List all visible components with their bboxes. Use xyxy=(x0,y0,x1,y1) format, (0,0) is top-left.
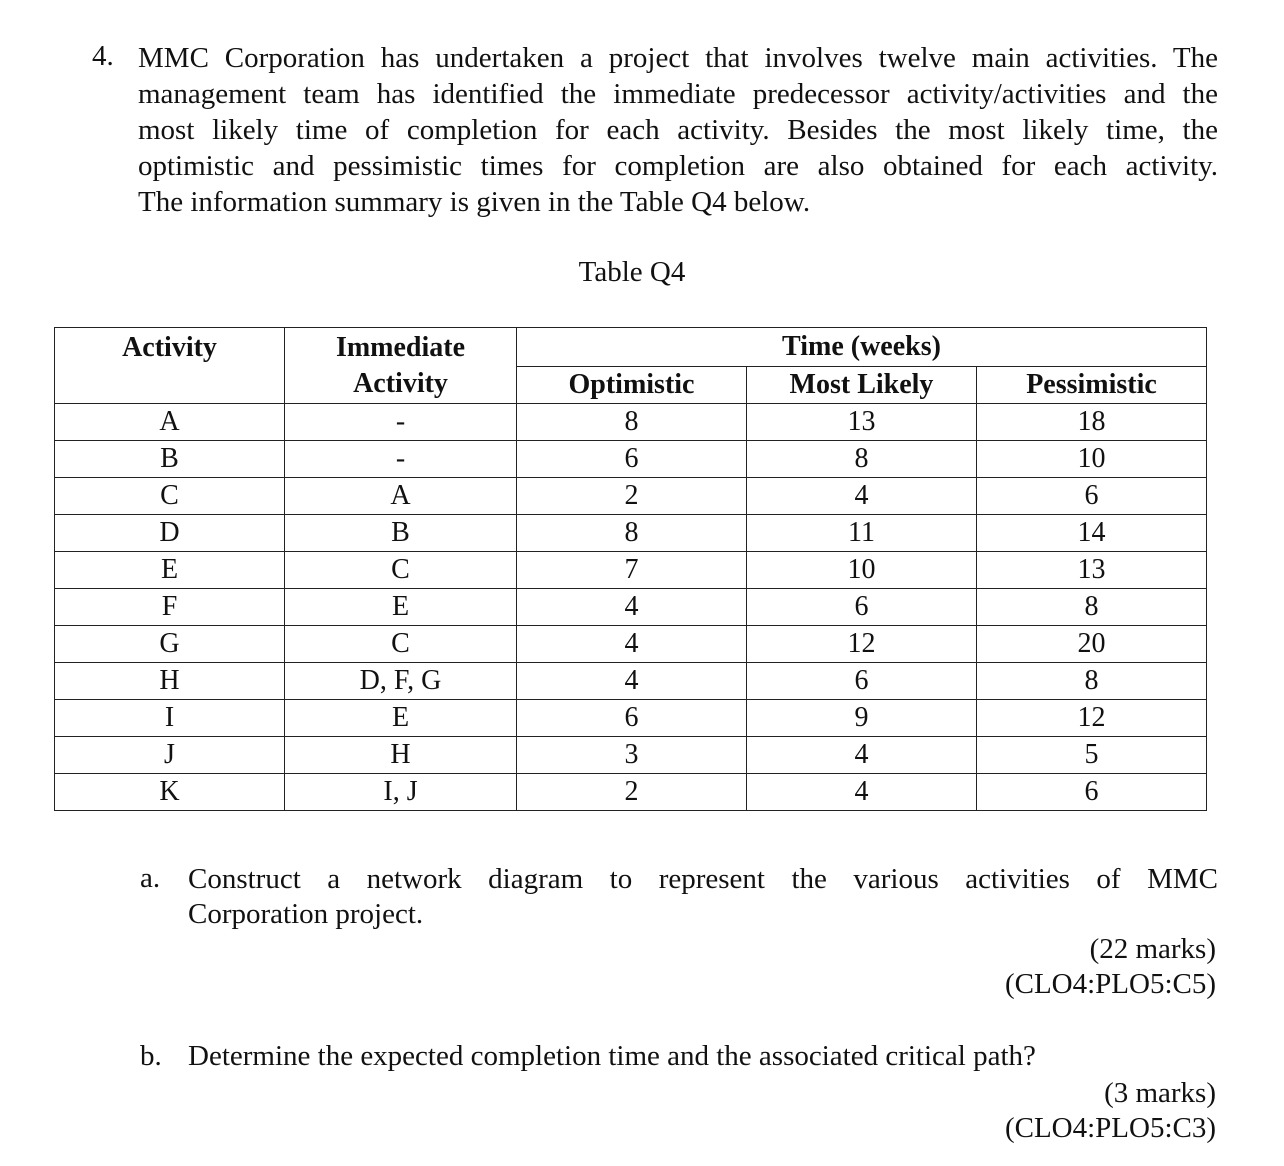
cell-activity: J xyxy=(55,736,285,773)
cell-pessimistic: 5 xyxy=(977,736,1207,773)
part-a-label: a. xyxy=(140,862,161,894)
cell-most-likely: 12 xyxy=(747,625,977,662)
table-row xyxy=(55,588,1207,625)
cell-immediate: H xyxy=(285,736,517,773)
cell-optimistic: 6 xyxy=(517,699,747,736)
part-b-text: Determine the expected completion time and the associated critical path? xyxy=(188,1040,1036,1072)
cell-immediate: - xyxy=(285,403,517,440)
header-most-likely: Most Likely xyxy=(747,366,977,403)
cell-most-likely: 11 xyxy=(747,514,977,551)
cell-pessimistic: 6 xyxy=(977,477,1207,514)
cell-most-likely: 6 xyxy=(747,588,977,625)
question-line: most likely time of completion for each activity. Besides the most likely time, the xyxy=(138,114,1218,146)
cell-pessimistic: 8 xyxy=(977,662,1207,699)
cell-pessimistic: 14 xyxy=(977,514,1207,551)
part-a-line: Corporation project. xyxy=(188,898,424,930)
question-line: The information summary is given in the Table Q4 below. xyxy=(138,186,811,218)
question-text xyxy=(138,40,1218,220)
cell-immediate: C xyxy=(285,551,517,588)
cell-optimistic: 2 xyxy=(517,773,747,810)
header-immediate-line2: Activity xyxy=(285,366,517,403)
cell-optimistic: 3 xyxy=(517,736,747,773)
header-time: Time (weeks) xyxy=(517,328,1207,367)
part-b-marks-value: (3 marks) xyxy=(1104,1077,1216,1109)
cell-immediate: C xyxy=(285,625,517,662)
cell-activity: C xyxy=(55,477,285,514)
table-row xyxy=(55,477,1207,514)
cell-optimistic: 8 xyxy=(517,514,747,551)
cell-immediate: E xyxy=(285,699,517,736)
cell-activity: H xyxy=(55,662,285,699)
cell-activity: F xyxy=(55,588,285,625)
header-activity: Activity xyxy=(55,328,285,367)
cell-pessimistic: 12 xyxy=(977,699,1207,736)
cell-activity: G xyxy=(55,625,285,662)
cell-most-likely: 9 xyxy=(747,699,977,736)
cell-activity: K xyxy=(55,773,285,810)
cell-most-likely: 8 xyxy=(747,440,977,477)
part-a-marks-value: (22 marks) xyxy=(1089,933,1216,965)
cell-immediate: A xyxy=(285,477,517,514)
cell-optimistic: 6 xyxy=(517,440,747,477)
header-optimistic: Optimistic xyxy=(517,366,747,403)
part-a-line: Construct a network diagram to represent the various activities of MMC xyxy=(188,863,1218,895)
table-row xyxy=(55,514,1207,551)
cell-pessimistic: 10 xyxy=(977,440,1207,477)
part-b-label: b. xyxy=(140,1040,162,1072)
part-a-marks xyxy=(1005,932,1216,1002)
part-b-marks xyxy=(1005,1076,1216,1146)
cell-activity: I xyxy=(55,699,285,736)
cell-pessimistic: 18 xyxy=(977,403,1207,440)
question-line: optimistic and pessimistic times for completion are also obtained for each activity. xyxy=(138,150,1218,182)
table-caption: Table Q4 xyxy=(578,256,686,288)
cell-immediate: I, J xyxy=(285,773,517,810)
question-line: management team has identified the immediate predecessor activity/activities and the xyxy=(138,78,1218,110)
cell-most-likely: 4 xyxy=(747,477,977,514)
table-row xyxy=(55,625,1207,662)
cell-immediate: E xyxy=(285,588,517,625)
cell-activity: E xyxy=(55,551,285,588)
cell-pessimistic: 8 xyxy=(977,588,1207,625)
question-line: MMC Corporation has undertaken a project that involves twelve main activities. The xyxy=(138,42,1218,74)
cell-most-likely: 6 xyxy=(747,662,977,699)
table-row xyxy=(55,551,1207,588)
part-a-clo: (CLO4:PLO5:C5) xyxy=(1004,968,1216,1000)
cell-pessimistic: 13 xyxy=(977,551,1207,588)
cell-immediate: B xyxy=(285,514,517,551)
table-row xyxy=(55,440,1207,477)
table-row xyxy=(55,699,1207,736)
table-row xyxy=(55,403,1207,440)
cell-optimistic: 4 xyxy=(517,625,747,662)
cell-optimistic: 8 xyxy=(517,403,747,440)
header-immediate-line1: Immediate xyxy=(335,332,466,363)
cell-most-likely: 4 xyxy=(747,773,977,810)
header-immediate xyxy=(285,328,517,367)
part-a-text xyxy=(188,862,1218,932)
cell-pessimistic: 20 xyxy=(977,625,1207,662)
cell-optimistic: 2 xyxy=(517,477,747,514)
header-pessimistic: Pessimistic xyxy=(977,366,1207,403)
cell-activity: D xyxy=(55,514,285,551)
part-b-clo: (CLO4:PLO5:C3) xyxy=(1004,1112,1216,1144)
table-row xyxy=(55,662,1207,699)
cell-pessimistic: 6 xyxy=(977,773,1207,810)
activity-table xyxy=(54,327,1207,811)
question-number: 4. xyxy=(92,40,114,72)
table-row xyxy=(55,736,1207,773)
cell-optimistic: 4 xyxy=(517,588,747,625)
table-row xyxy=(55,773,1207,810)
cell-immediate: D, F, G xyxy=(285,662,517,699)
cell-most-likely: 4 xyxy=(747,736,977,773)
header-activity-blank xyxy=(55,366,285,403)
cell-optimistic: 7 xyxy=(517,551,747,588)
cell-activity: B xyxy=(55,440,285,477)
table-body xyxy=(55,403,1207,810)
cell-most-likely: 10 xyxy=(747,551,977,588)
cell-most-likely: 13 xyxy=(747,403,977,440)
cell-activity: A xyxy=(55,403,285,440)
cell-optimistic: 4 xyxy=(517,662,747,699)
cell-immediate: - xyxy=(285,440,517,477)
